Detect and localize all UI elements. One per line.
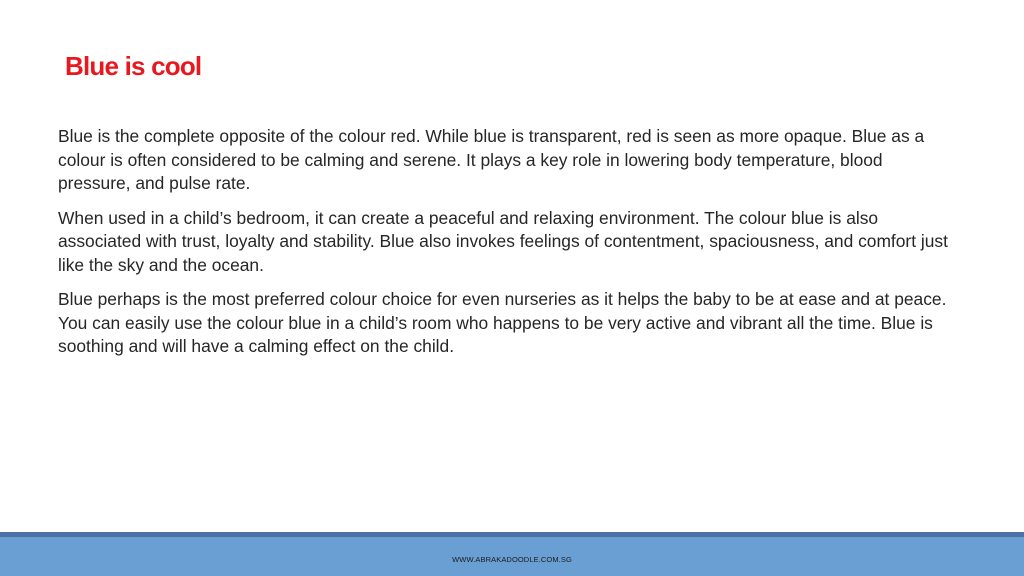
- paragraph-2: When used in a child’s bedroom, it can create a peaceful and relaxing environment. The colour blue is also associated with trust, loyalty and stability. Blue also invokes feelings of contentment, spaciousness, and comfort just like the sky and the ocean.: [58, 207, 948, 275]
- paragraph-1: Blue is the complete opposite of the colour red. While blue is transparent, red is seen as more opaque. Blue as a colour is often considered to be calming and serene. It plays a key role in lowering body temperature, blood pressure, and pulse rate.: [58, 126, 925, 193]
- paragraph-3: Blue perhaps is the most preferred colour choice for even nurseries as it helps the baby to be at ease and at peace. You can easily use the colour blue in a child’s room who happens to be very active and vibrant all the time. Blue is soothing and will have a calming effect on the child.: [58, 289, 947, 356]
- slide-title: Blue is cool: [65, 51, 202, 81]
- slide-body: [58, 125, 948, 370]
- footer-website-url: WWW.ABRAKADOODLE.COM.SG: [452, 555, 572, 564]
